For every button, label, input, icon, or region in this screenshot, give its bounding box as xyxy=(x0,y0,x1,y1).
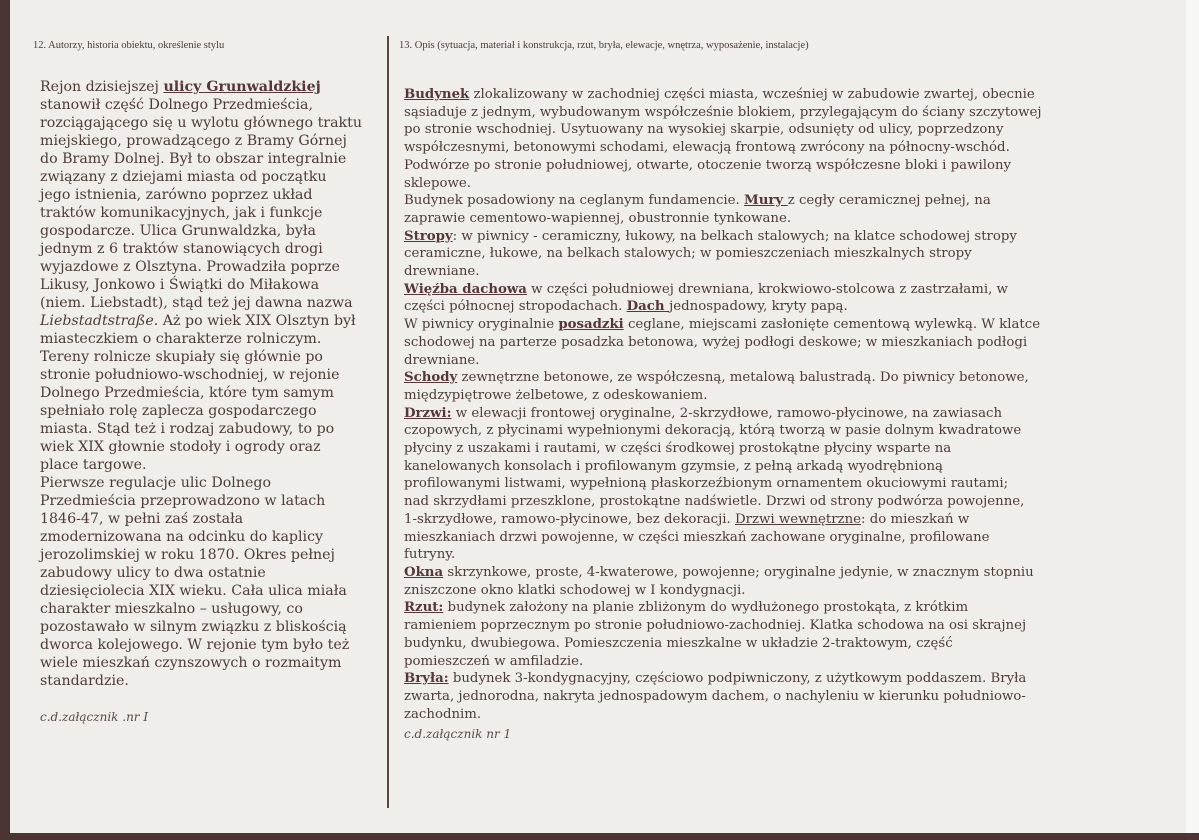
text-segment: z cegły ceramicznej pełnej, na xyxy=(787,193,991,209)
text-segment: Przedmieścia przeprowadzono w latach xyxy=(40,493,326,509)
attachment-note-right: c.d.załącznik nr 1 xyxy=(404,727,512,741)
column-divider xyxy=(387,36,389,808)
text-segment: jerozolimskiej w roku 1870. Okres pełnej xyxy=(40,547,335,563)
text-line xyxy=(40,672,362,690)
text-line xyxy=(404,175,1042,193)
text-line xyxy=(404,458,1042,476)
text-segment: wyjazdowe z Olsztyna. Prowadziła poprze xyxy=(40,259,340,275)
text-segment: ramieniem poprzecznym po stronie południowo-zachodniej. Klatka schodowa na osi skrajnej xyxy=(404,618,1027,634)
text-segment: w części południowej drewniana, krokwiowo-stolcowa z zastrzałami, w xyxy=(526,281,1008,297)
description-text xyxy=(404,86,1042,723)
text-segment: części północnej stropodachach. xyxy=(404,299,627,315)
text-line xyxy=(40,168,362,186)
text-line xyxy=(404,121,1042,139)
text-segment: pozostawało w silnym związku z bliskością xyxy=(40,619,347,635)
text-line xyxy=(404,422,1042,440)
text-line xyxy=(404,104,1042,122)
text-segment: futryny. xyxy=(404,547,456,563)
keyword: Schody xyxy=(404,370,458,386)
text-line xyxy=(40,348,362,366)
scan-edge-left xyxy=(0,0,10,840)
text-segment: Rejon dzisiejszej xyxy=(40,79,164,95)
text-line xyxy=(404,352,1042,370)
text-segment: jednym z 6 traktów stanowiących drogi xyxy=(40,241,323,257)
text-segment: nad skrzydłami przeszklone, prostokątne nadświetle. Drzwi od strony podwórza powojenne, xyxy=(404,494,1025,510)
text-segment: (niem. Liebstadt), stąd też jej dawna nazwa xyxy=(40,295,353,311)
text-segment: traktów komunikacyjnych, jak i funkcje xyxy=(40,205,323,221)
text-segment: schodowej na parterze posadzka betonowa, wyżej podłogi deskowe; w mieszkaniach podłogi xyxy=(404,334,1028,350)
text-segment: : do mieszkań w xyxy=(861,511,970,527)
keyword: Mury xyxy=(744,193,788,209)
text-line xyxy=(404,688,1042,706)
text-line xyxy=(40,564,362,582)
text-line xyxy=(40,240,362,258)
keyword: posadzki xyxy=(558,317,624,333)
keyword: Drzwi: xyxy=(404,405,452,421)
text-segment: rozciągającego się u wylotu głównego traktu xyxy=(40,115,362,131)
keyword: Rzut: xyxy=(404,600,444,616)
text-segment: wiek XIX głownie stodoły i ogrody oraz xyxy=(40,439,321,455)
text-segment: Pierwsze regulacje ulic Dolnego xyxy=(40,475,271,491)
text-segment: spełniało rolę zaplecza gospodarczego xyxy=(40,403,317,419)
text-segment: wiele mieszkań czynszowych o rozmaitym xyxy=(40,655,342,671)
text-line xyxy=(40,420,362,438)
text-segment: miasta. Stąd też i rodzaj zabudowy, to po xyxy=(40,421,335,437)
text-segment: budynek założony na planie zbliżonym do wydłużonego prostokąta, z krótkim xyxy=(443,600,969,616)
text-segment: ceglane, miejscami zasłonięte cementową wylewką. W klatce xyxy=(623,317,1041,333)
text-segment: W piwnicy oryginalnie xyxy=(404,317,559,333)
history-text xyxy=(40,78,362,690)
text-line xyxy=(404,210,1042,228)
text-segment: sąsiaduje z jednym, wybudowanym współcześnie blokiem, przylegającym do ściany szczytowej xyxy=(404,104,1042,120)
text-segment: dworca kolejowego. W rejonie tym było też xyxy=(40,637,350,653)
text-line xyxy=(404,564,1042,582)
text-line xyxy=(404,493,1042,511)
keyword: Okna xyxy=(404,564,444,580)
text-segment: stronie południowo-wschodniej, w rejonie xyxy=(40,367,340,383)
text-segment: współczesnymi, betonowymi schodami, elewacją frontową zwrócony na północny-wschód. xyxy=(404,140,1010,156)
text-line xyxy=(404,440,1042,458)
text-line xyxy=(404,617,1042,635)
text-line xyxy=(404,635,1042,653)
text-line xyxy=(40,618,362,636)
text-segment: drewniane. xyxy=(404,352,480,368)
text-line xyxy=(404,387,1042,405)
text-line xyxy=(404,228,1042,246)
text-line xyxy=(404,599,1042,617)
text-segment: jego istnienia, zarówno poprzez układ xyxy=(40,187,313,203)
text-line xyxy=(40,222,362,240)
text-segment: międzypiętrowe żelbetowe, z odeskowaniem. xyxy=(404,387,708,403)
text-segment: dziesięciolecia XIX wieku. Cała ulica miała xyxy=(40,583,347,599)
text-line xyxy=(40,402,362,420)
text-line xyxy=(404,653,1042,671)
text-segment: kanelowanych konsolach i profilowanym gzymsie, z pełną arkadą wyodrębnioną xyxy=(404,458,943,474)
text-line xyxy=(40,78,362,96)
text-line xyxy=(40,258,362,276)
text-segment: Likusy, Jonkowo i Świątki do Miłakowa xyxy=(40,277,320,293)
text-segment: w elewacji frontowej oryginalne, 2-skrzydłowe, ramowo-płycinowe, na zawiasach xyxy=(451,405,1003,421)
text-line xyxy=(40,132,362,150)
text-line xyxy=(40,492,362,510)
text-segment: zabudowy ulicy to dwa ostatnie xyxy=(40,565,266,581)
text-line xyxy=(404,281,1042,299)
text-segment: drewniane. xyxy=(404,264,480,280)
text-line xyxy=(40,438,362,456)
text-line xyxy=(404,475,1042,493)
text-line xyxy=(40,366,362,384)
keyword: ulicy Grunwaldzkiej xyxy=(163,79,321,95)
text-segment: 1-skrzydłowe, ramowo-płycinowe, bez dekoracji. xyxy=(404,511,735,527)
text-line xyxy=(404,263,1042,281)
text-segment: Liebstadtstraße. xyxy=(40,313,159,329)
text-line xyxy=(404,706,1042,724)
text-segment: place targowe. xyxy=(40,457,147,473)
text-line xyxy=(40,114,362,132)
text-line xyxy=(40,96,362,114)
text-line xyxy=(404,86,1042,104)
text-segment: miejskiego, prowadzącego z Bramy Górnej xyxy=(40,133,347,149)
text-segment: związany z dziejami miasta od początku xyxy=(40,169,327,185)
text-segment: zaprawie cementowo-wapiennej, obustronnie tynkowane. xyxy=(404,210,792,226)
text-segment: sklepowe. xyxy=(404,175,471,191)
text-segment: Aż po wiek XIX Olsztyn był xyxy=(158,313,356,329)
text-segment: po stronie wschodniej. Usytuowany na wysokiej skarpie, odsunięty od ulicy, poprzedzony xyxy=(404,122,1004,138)
text-line xyxy=(404,245,1042,263)
text-segment: zniszczone okno klatki schodowej w I kondygnacji. xyxy=(404,582,746,598)
text-line xyxy=(40,474,362,492)
text-segment: stanowił część Dolnego Przedmieścia, xyxy=(40,97,313,113)
text-line xyxy=(404,157,1042,175)
scan-edge-bottom xyxy=(0,833,1199,840)
keyword: Bryła: xyxy=(404,671,449,687)
text-segment: zewnętrzne betonowe, ze współczesną, metalową balustradą. Do piwnicy betonowe, xyxy=(457,370,1029,386)
text-line xyxy=(40,294,362,312)
text-segment: Drzwi wewnętrzne xyxy=(734,511,862,527)
text-segment: ceramiczne, łukowe, na belkach stalowych; w pomieszczeniach mieszkalnych stropy xyxy=(404,246,972,262)
text-segment: profilowanymi listwami, wypełnioną płaskorzeźbionym ornamentem okuciowymi rautami; xyxy=(404,476,1009,492)
text-segment: pomieszczeń w amfiladzie. xyxy=(404,653,584,669)
text-line xyxy=(404,405,1042,423)
text-line xyxy=(40,636,362,654)
text-segment: : w piwnicy - ceramiczny, łukowy, na belkach stalowych; na klatce schodowej stropy xyxy=(452,228,1017,244)
text-segment: Dolnego Przedmieścia, które tym samym xyxy=(40,385,334,401)
text-line xyxy=(40,528,362,546)
text-line xyxy=(404,316,1042,334)
text-line xyxy=(404,582,1042,600)
text-segment: do Bramy Dolnej. Był to obszar integralnie xyxy=(40,151,347,167)
text-segment: zachodnim. xyxy=(404,706,482,722)
section-12-header: 12. Autorzy, historia obiektu, określenie stylu xyxy=(33,40,225,51)
scan-edge-right xyxy=(1186,0,1199,833)
text-line xyxy=(40,312,362,330)
keyword: Budynek xyxy=(404,87,470,102)
text-line xyxy=(404,529,1042,547)
text-segment: Tereny rolnicze skupiały się głównie po xyxy=(40,349,323,365)
text-line xyxy=(404,334,1042,352)
section-13-header: 13. Opis (sytuacja, materiał i konstrukcja, rzut, bryła, elewacje, wnętrza, wyposażenie, instalacje) xyxy=(399,40,809,51)
text-line xyxy=(40,384,362,402)
text-segment: płyciny z uszakami i rautami, w części środkowej prostokątne płyciny wsparte na xyxy=(404,441,952,457)
text-segment: zlokalizowany w zachodniej części miasta, wcześniej w zabudowie zwartej, obecnie xyxy=(469,87,1035,102)
keyword: Dach xyxy=(626,299,670,315)
text-segment: jednospadowy, kryty papą. xyxy=(669,299,848,315)
text-segment: skrzynkowe, proste, 4-kwaterowe, powojenne; oryginalne jedynie, w znacznym stopniu xyxy=(443,564,1034,580)
text-line xyxy=(404,546,1042,564)
text-segment: Podwórze po stronie południowej, otwarte, otoczenie tworzą współczesne bloki i pawilony xyxy=(404,157,1012,173)
text-line xyxy=(404,139,1042,157)
keyword: Więźba dachowa xyxy=(404,281,527,297)
text-line xyxy=(40,276,362,294)
text-segment: 1846-47, w pełni zaś została xyxy=(40,511,244,527)
text-line xyxy=(404,511,1042,529)
attachment-note-left: c.d.załącznik .nr I xyxy=(40,710,149,724)
text-line xyxy=(40,510,362,528)
text-line xyxy=(40,330,362,348)
text-line xyxy=(40,186,362,204)
text-segment: zmodernizowana na odcinku do kaplicy xyxy=(40,529,324,545)
keyword: Stropy xyxy=(404,228,453,244)
text-line xyxy=(40,546,362,564)
text-line xyxy=(404,192,1042,210)
text-segment: budynku, dwubiegowa. Pomieszczenia mieszkalne w układzie 2-traktowym, część xyxy=(404,635,953,651)
text-segment: miasteczkiem o charakterze rolniczym. xyxy=(40,331,322,347)
text-line xyxy=(40,150,362,168)
text-line xyxy=(40,456,362,474)
text-line xyxy=(40,600,362,618)
text-segment: czopowych, z płycinami wypełnionymi dekoracją, którą tworzą w pasie dolnym kwadratowe xyxy=(404,423,1022,439)
text-line xyxy=(404,369,1042,387)
text-line xyxy=(40,582,362,600)
text-line xyxy=(40,204,362,222)
text-segment: standardzie. xyxy=(40,673,129,689)
text-line xyxy=(40,654,362,672)
text-segment: Budynek posadowiony na ceglanym fundamencie. xyxy=(404,193,744,209)
text-segment: charakter mieszkalno – usługowy, co xyxy=(40,601,303,617)
text-line xyxy=(404,298,1042,316)
text-segment: mieszkaniach drzwi powojenne, w części mieszkań zachowane oryginalne, profilowane xyxy=(404,529,990,545)
text-segment: budynek 3-kondygnacyjny, częściowo podpiwniczony, z użytkowym poddaszem. Bryła xyxy=(448,671,1027,687)
text-segment: zwarta, jednorodna, nakryta jednospadowym dachem, o nachyleniu w kierunku południowo- xyxy=(404,688,1026,704)
text-line xyxy=(404,670,1042,688)
text-segment: gospodarcze. Ulica Grunwaldzka, była xyxy=(40,223,316,239)
